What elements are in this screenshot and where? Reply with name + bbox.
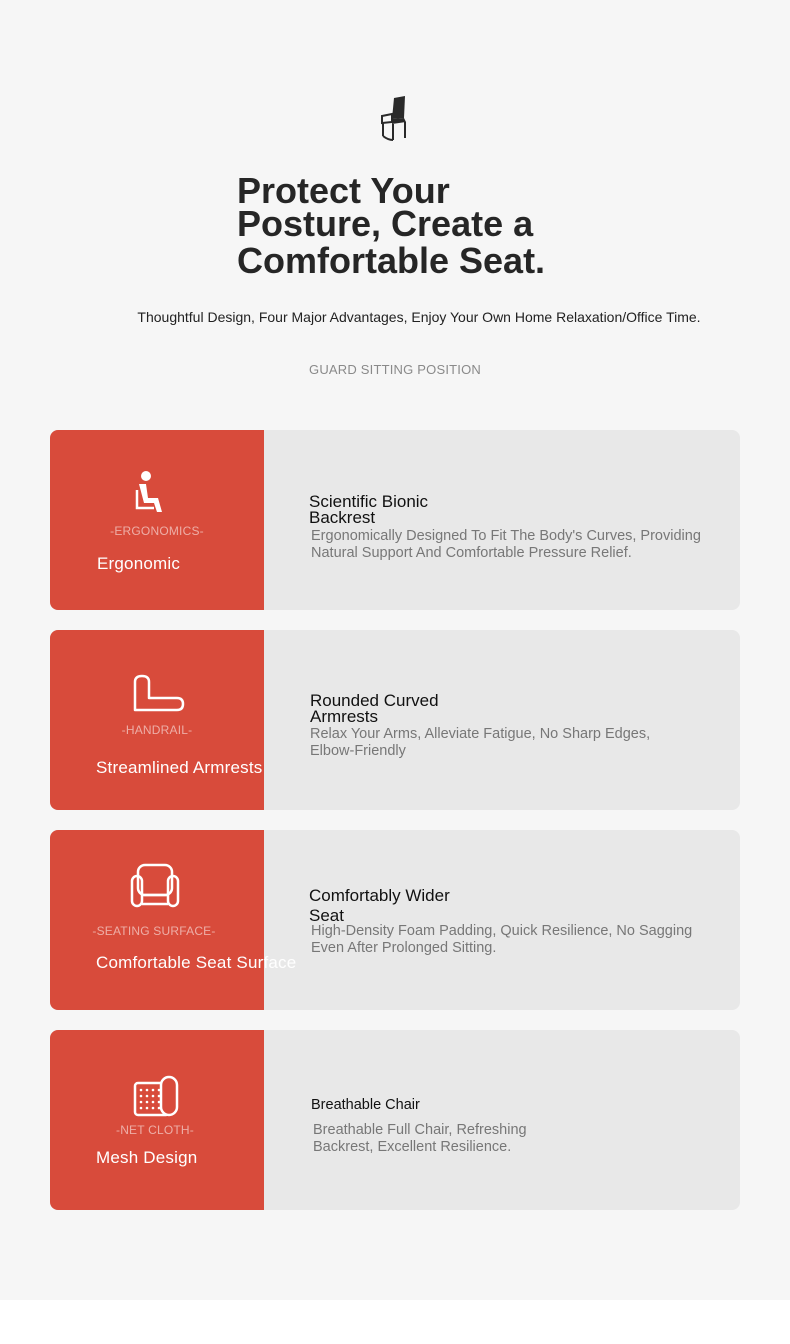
person-sitting-icon — [134, 470, 170, 514]
feature-title: Scientific Bionic Backrest — [309, 492, 429, 527]
feature-name: Ergonomic — [97, 554, 181, 573]
feature-card-accent-panel — [50, 1030, 264, 1210]
feature-name: Mesh Design — [96, 1148, 198, 1167]
feature-en-label: -ERGONOMICS- — [110, 524, 204, 538]
feature-card-ergonomic — [50, 430, 740, 610]
feature-title: Breathable Chair — [311, 1097, 420, 1113]
feature-description: Breathable Full Chair, Refreshing Backrest, Excellent Resilience. — [313, 1122, 527, 1155]
section-label: GUARD SITTING POSITION — [309, 362, 481, 377]
feature-card-accent-panel — [50, 430, 264, 610]
mesh-fabric-icon — [133, 1075, 179, 1117]
feature-card-armrests — [50, 630, 740, 810]
page-subtitle: Thoughtful Design, Four Major Advantages, Enjoy Your Own Home Relaxation/Office Time. — [137, 309, 701, 325]
feature-card-accent-panel — [50, 630, 264, 810]
feature-name: Streamlined Armrests — [96, 758, 263, 777]
feature-name: Comfortable Seat Surface — [96, 953, 297, 972]
armchair-icon — [130, 862, 180, 910]
feature-en-label: -SEATING SURFACE- — [92, 924, 216, 938]
feature-title: Comfortably Wider Seat — [309, 886, 450, 925]
feature-card-mesh — [50, 1030, 740, 1210]
page-title-line-3: Comfortable Seat. — [237, 240, 546, 281]
feature-en-label: -NET CLOTH- — [116, 1123, 194, 1137]
armrest-icon — [133, 674, 185, 712]
page-title — [237, 170, 577, 281]
feature-card-accent-panel — [50, 830, 297, 1010]
feature-title: Rounded Curved Armrests — [310, 691, 439, 726]
feature-description: Relax Your Arms, Alleviate Fatigue, No Sharp Edges, Elbow-Friendly — [310, 726, 651, 759]
chair-icon — [378, 94, 410, 142]
page-title-line-2: Posture, Create a — [237, 203, 534, 244]
feature-card-seat-surface — [50, 830, 740, 1010]
feature-description: Ergonomically Designed To Fit The Body's Curves, Providing Natural Support And Comfortable Pressure Relief. — [311, 528, 701, 561]
feature-description: High-Density Foam Padding, Quick Resilience, No Sagging Even After Prolonged Sitting. — [311, 923, 693, 956]
feature-en-label: -HANDRAIL- — [121, 723, 193, 737]
page-title-line-1: Protect Your — [237, 170, 450, 211]
